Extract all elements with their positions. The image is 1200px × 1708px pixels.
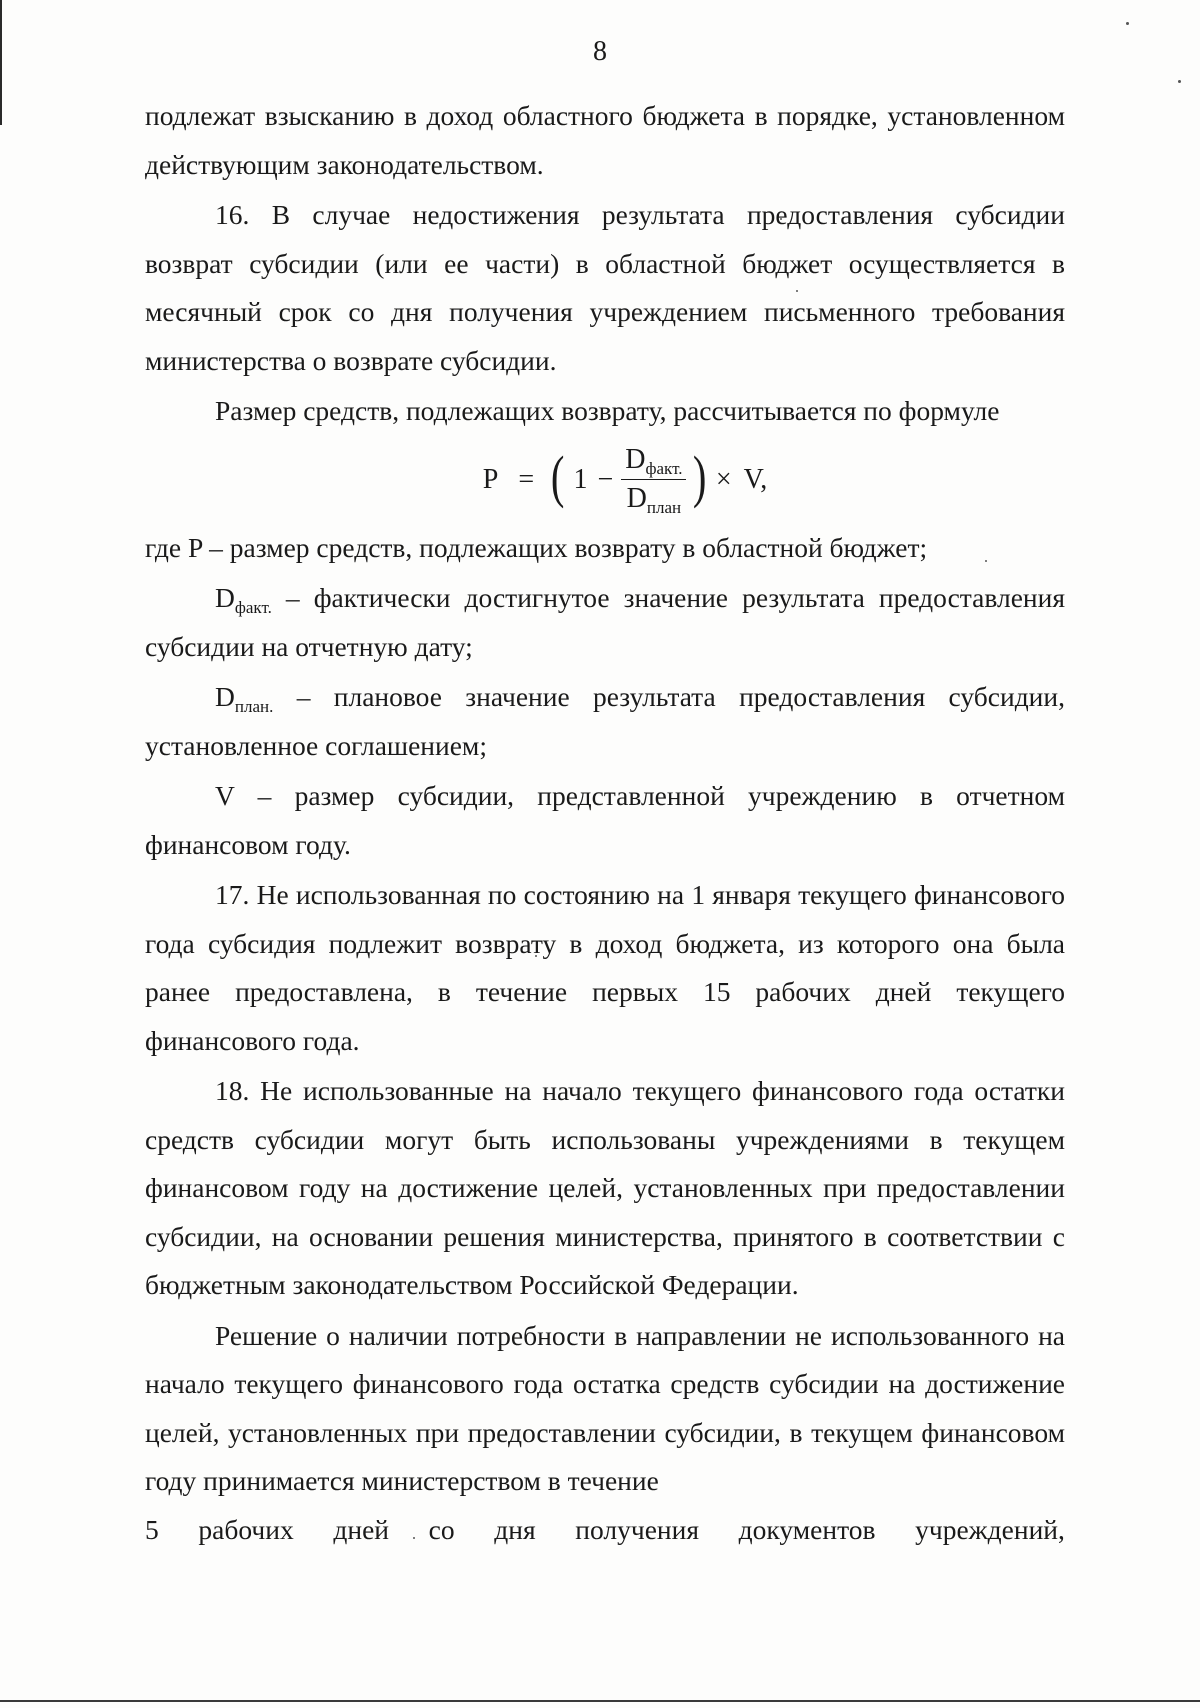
- formula-block: [185, 436, 1065, 524]
- paragraph-decision: Решение о наличии потребности в направлении не использованного на начало текущего финансового года остатка средств субсидии на достижение целей, установленных при предоставлении субсидии, в текущем финансовом году принимается министерством в течение: [145, 1319, 1065, 1496]
- d-fact-symbol: D: [215, 582, 235, 613]
- document-body: [145, 92, 1065, 1554]
- d-plan-subscript: план.: [234, 697, 274, 716]
- last-line-word: дня: [494, 1513, 536, 1545]
- d-plan-symbol: D: [215, 681, 235, 712]
- d-plan-text: – плановое значение результата предоставления субсидии, установленное соглашением;: [145, 681, 1065, 761]
- scan-speck: [1178, 80, 1181, 83]
- formula-minus: −: [597, 463, 614, 495]
- denominator-subscript: план: [646, 498, 682, 517]
- last-line-word: со: [428, 1513, 455, 1545]
- numerator-subscript: факт.: [645, 459, 683, 478]
- definition-d-plan: [145, 673, 1065, 770]
- paragraph-formula-intro: Размер средств, подлежащих возврату, рассчитывается по формуле: [215, 395, 1000, 426]
- page-number: 8: [593, 36, 607, 67]
- d-fact-text: – фактически достигнутое значение результата предоставления субсидии на отчетную дату;: [145, 582, 1065, 662]
- formula-lhs: P: [482, 463, 499, 495]
- paragraph-16: 16. В случае недостижения результата предоставления субсидии возврат субсидии (или ее части) в областной бюджет осуществляется в месячный срок со дня получения учреждением письменного требования министерства о возврате субсидии.: [145, 199, 1065, 376]
- formula-times: ×: [715, 463, 732, 495]
- scan-edge-bottom: [0, 1700, 1200, 1702]
- formula-fraction: [621, 443, 686, 516]
- definition-v: V – размер субсидии, представленной учреждению в отчетном финансовом году.: [145, 780, 1065, 860]
- last-line-word: дней: [333, 1513, 389, 1545]
- paragraph-18: 18. Не использованные на начало текущего финансового года остатки средств субсидии могут быть использованы учреждениями в текущем финансовом году на достижение целей, установленных при предоставлении субсидии, на основании решения министерства, принятого в соответствии с бюджетным законодательством Российской Федерации.: [145, 1075, 1065, 1300]
- paragraph-decision-last-line: [145, 1506, 1065, 1555]
- formula-denominator: [623, 480, 685, 516]
- paragraph-continued: подлежат взысканию в доход областного бюджета в порядке, установленном действующим законодательством.: [145, 100, 1065, 180]
- definition-p: где P – размер средств, подлежащих возврату в областной бюджет;: [145, 531, 928, 563]
- formula-one: 1: [573, 463, 588, 495]
- numerator-symbol: D: [625, 444, 646, 475]
- last-line-word: учреждений,: [915, 1513, 1065, 1545]
- definition-d-fact: [145, 574, 1065, 671]
- paragraph-17: 17. Не использованная по состоянию на 1 января текущего финансового года субсидия подлежит возврату в доход бюджета, из которого она была ранее предоставлена, в течение первых 15 рабочих дней текущего финансового года.: [145, 879, 1065, 1056]
- formula-open-paren: (: [551, 443, 565, 509]
- d-fact-subscript: факт.: [234, 598, 272, 617]
- last-line-word: документов: [738, 1513, 876, 1545]
- formula-close-paren: ): [693, 443, 707, 509]
- last-line-word: рабочих: [198, 1513, 294, 1545]
- last-line-word: 5: [145, 1513, 159, 1545]
- denominator-symbol: D: [626, 483, 647, 514]
- formula-rhs: V,: [743, 463, 768, 495]
- formula-numerator: [621, 443, 686, 480]
- formula-equals: =: [518, 463, 535, 495]
- scan-speck: [1126, 22, 1129, 25]
- last-line-word: получения: [575, 1513, 699, 1545]
- refund-formula: [477, 443, 773, 516]
